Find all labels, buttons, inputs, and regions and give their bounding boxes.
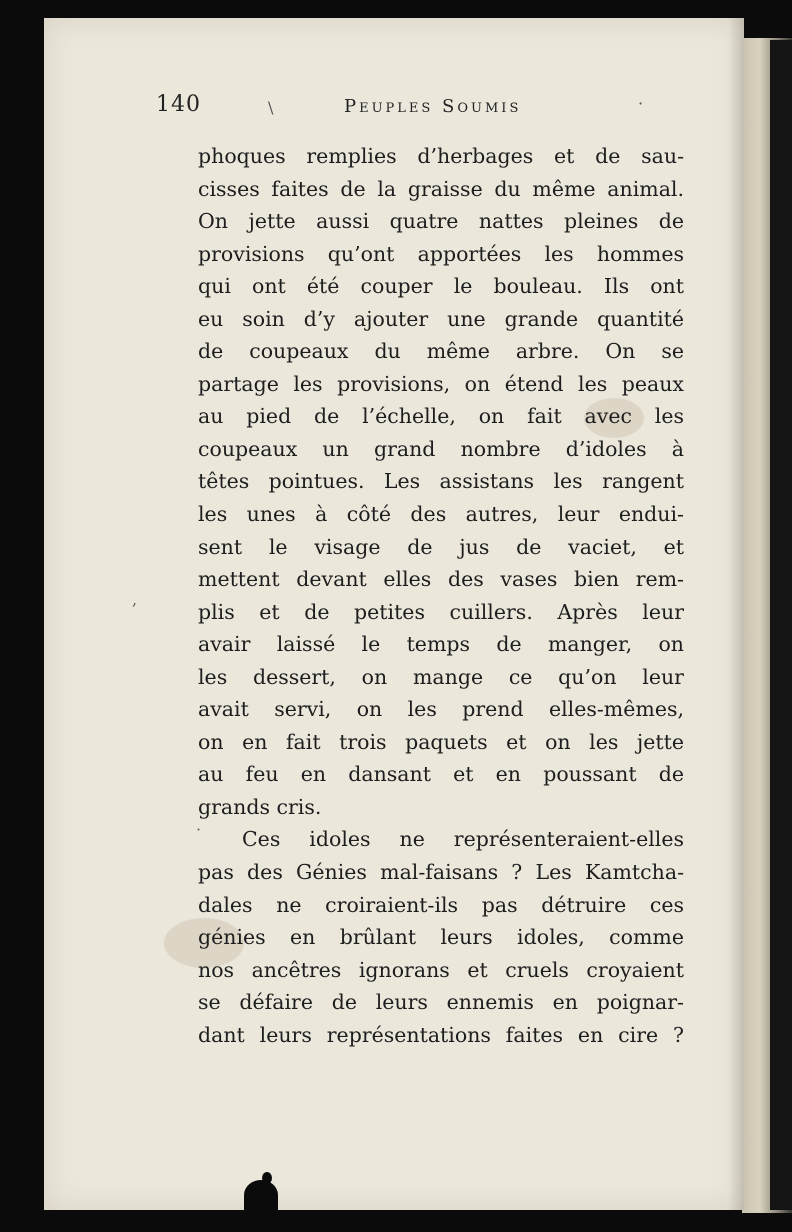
margin-speck: ·: [196, 820, 202, 839]
text-line: au feu en dansant et en poussant de: [198, 762, 684, 787]
page-edge-shadow: [728, 18, 744, 1210]
margin-speck: ,: [132, 590, 138, 609]
text-line: coupeaux un grand nombre d’idoles à: [198, 436, 684, 461]
text-line: on en fait trois paquets et on les jette: [198, 729, 684, 754]
text-line: plis et de petites cuillers. Après leur: [198, 599, 684, 624]
running-title: Peuples Soumis: [344, 96, 522, 117]
text-line: génies en brûlant leurs idoles, comme: [198, 925, 684, 950]
header-tick-mark: \: [268, 98, 274, 117]
text-line: au pied de l’échelle, on fait avec les: [198, 404, 684, 429]
text-line: dant leurs représentations faites en cire ?: [198, 1022, 684, 1047]
text-line: les dessert, on mange ce qu’on leur: [198, 664, 684, 689]
text-line: sent le visage de jus de vaciet, et: [198, 534, 684, 559]
binding-shadow: [770, 40, 792, 1210]
text-line: pas des Génies mal-faisans ? Les Kamtcha-: [198, 860, 684, 885]
text-line: provisions qu’ont apportées les hommes: [198, 241, 684, 266]
text-line: têtes pointues. Les assistans les rangent: [198, 469, 684, 494]
page-number: 140: [156, 92, 201, 117]
text-line: cisses faites de la graisse du même animal.: [198, 176, 684, 201]
text-line: avait servi, on les prend elles-mêmes,: [198, 697, 684, 722]
text-line: eu soin d’y ajouter une grande quantité: [198, 306, 684, 331]
text-line: phoques remplies d’herbages et de sau-: [198, 144, 684, 168]
text-line: mettent devant elles des vases bien rem-: [198, 567, 684, 592]
text-line: partage les provisions, on étend les peaux: [198, 371, 684, 396]
text-line: de coupeaux du même arbre. On se: [198, 339, 684, 364]
page-header: [156, 92, 676, 120]
text-line: dales ne croiraient-ils pas détruire ces: [198, 892, 684, 917]
header-speck: ·: [638, 94, 644, 113]
text-line: se défaire de leurs ennemis en poignar-: [198, 990, 684, 1015]
text-line: qui ont été couper le bouleau. Ils ont: [198, 274, 684, 299]
text-line: grands cris.: [198, 794, 322, 819]
paragraph-first-line: Ces idoles ne représenteraient-elles: [242, 827, 684, 852]
page-tear: [244, 1180, 278, 1210]
text-line: nos ancêtres ignorans et cruels croyaient: [198, 957, 684, 982]
text-line: avair laissé le temps de manger, on: [198, 632, 684, 657]
text-line: On jette aussi quatre nattes pleines de: [198, 209, 684, 234]
text-line: les unes à côté des autres, leur endui-: [198, 502, 684, 527]
body-text: [198, 140, 684, 1051]
